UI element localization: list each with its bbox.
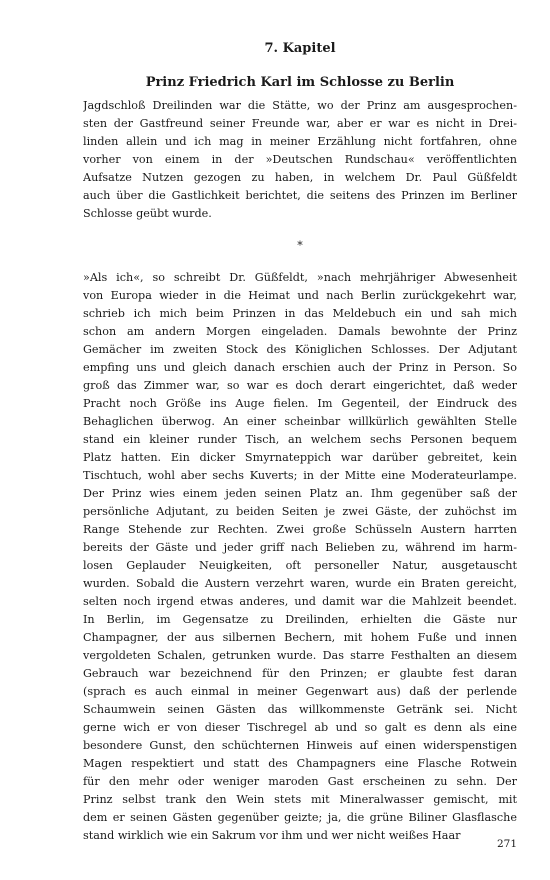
text-line: Gebrauch war bezeichnend für den Prinzen; er glaubte fest daran	[83, 667, 517, 680]
intro-paragraph	[83, 97, 517, 223]
text-line: linden allein und ich mag in meiner Erzählung nicht fortfahren, ohne	[83, 135, 517, 148]
text-line: Tischtuch, wohl aber sechs Kuverts; in der Mitte eine Moderateurlampe.	[83, 469, 517, 482]
text-line: Aufsatze Nutzen gezogen zu haben, in welchem Dr. Paul Güßfeldt	[83, 171, 517, 184]
text-line: Schlosse geübt wurde.	[83, 207, 212, 220]
text-line: Platz hatten. Ein dicker Smyrnateppich war darüber gebreitet, kein	[83, 451, 517, 464]
text-line: für den mehr oder weniger maroden Gast erscheinen zu sehn. Der	[83, 775, 517, 788]
text-line: wurden. Sobald die Austern verzehrt waren, wurde ein Braten gereicht,	[83, 577, 517, 590]
book-page	[83, 40, 517, 845]
text-line: schon am andern Morgen eingeladen. Damals bewohnte der Prinz	[83, 325, 517, 338]
chapter-title: Prinz Friedrich Karl im Schlosse zu Berlin	[145, 75, 455, 90]
text-line: selten noch irgend etwas anderes, und damit war die Mahlzeit beendet.	[83, 595, 517, 608]
text-line: vorher von einem in der »Deutschen Rundschau« veröffentlichten	[83, 153, 517, 166]
text-line: groß das Zimmer war, so war es doch derart eingerichtet, daß weder	[83, 379, 517, 392]
text-line: Prinz selbst trank den Wein stets mit Mineralwasser gemischt, mit	[83, 793, 517, 806]
text-line: »Als ich«, so schreibt Dr. Güßfeldt, »nach mehrjähriger Abwesenheit	[83, 271, 517, 284]
text-line: gerne wich er von dieser Tischregel ab und so galt es denn als eine	[83, 721, 517, 734]
text-line: Schaumwein seinen Gästen das willkommenste Getränk sei. Nicht	[83, 703, 517, 716]
section-divider: *	[297, 239, 303, 252]
text-line: besondere Gunst, den schüchternen Hinweis auf einen widerspenstigen	[83, 739, 517, 752]
text-line: von Europa wieder in die Heimat und nach Berlin zurückgekehrt war,	[83, 289, 517, 302]
text-line: losen Geplauder Neuigkeiten, oft personeller Natur, ausgetauscht	[83, 559, 517, 572]
text-line: Behaglichen überwog. An einer scheinbar willkürlich gewählten Stelle	[83, 415, 517, 428]
text-line: Pracht noch Größe ins Auge fielen. Im Gegenteil, der Eindruck des	[83, 397, 517, 410]
text-line: stand ein kleiner runder Tisch, an welchem sechs Personen bequem	[83, 433, 517, 446]
text-line: Magen respektiert und statt des Champagners eine Flasche Rotwein	[83, 757, 517, 770]
text-line: empfing uns und gleich danach erschien auch der Prinz in Person. So	[83, 361, 517, 374]
text-line: Der Prinz wies einem jeden seinen Platz an. Ihm gegenüber saß der	[83, 487, 517, 500]
text-line: schrieb ich mich beim Prinzen in das Meldebuch ein und sah mich	[83, 307, 517, 320]
text-line: dem er seinen Gästen gegenüber geizte; ja, die grüne Biliner Glasflasche	[83, 811, 517, 824]
text-line: Champagner, der aus silbernen Bechern, mit hohem Fuße und innen	[83, 631, 517, 644]
text-line: sten der Gastfreund seiner Freunde war, aber er war es nicht in Drei-	[83, 117, 517, 130]
chapter-number: 7. Kapitel	[264, 41, 336, 56]
text-line: Range Stehende zur Rechten. Zwei große Schüsseln Austern harrten	[83, 523, 517, 536]
text-line: persönliche Adjutant, zu beiden Seiten je zwei Gäste, der zuhöchst im	[83, 505, 517, 518]
text-line: (sprach es auch einmal in meiner Gegenwart aus) daß der perlende	[83, 685, 517, 698]
text-line: stand wirklich wie ein Sakrum vor ihm und wer nicht weißes Haar	[83, 829, 461, 842]
text-line: Jagdschloß Dreilinden war die Stätte, wo der Prinz am ausgesprochen-	[83, 99, 517, 112]
page-number: 271	[496, 838, 517, 850]
body-paragraph	[83, 269, 517, 845]
text-line: Gemächer im zweiten Stock des Königlichen Schlosses. Der Adjutant	[83, 343, 517, 356]
text-line: In Berlin, im Gegensatze zu Dreilinden, erhielten die Gäste nur	[83, 613, 517, 626]
text-line: vergoldeten Schalen, getrunken wurde. Das starre Festhalten an diesem	[83, 649, 517, 662]
text-line: auch über die Gastlichkeit berichtet, die seitens des Prinzen im Berliner	[83, 189, 517, 202]
text-line: bereits der Gäste und jeder griff nach Belieben zu, während im harm-	[83, 541, 517, 554]
